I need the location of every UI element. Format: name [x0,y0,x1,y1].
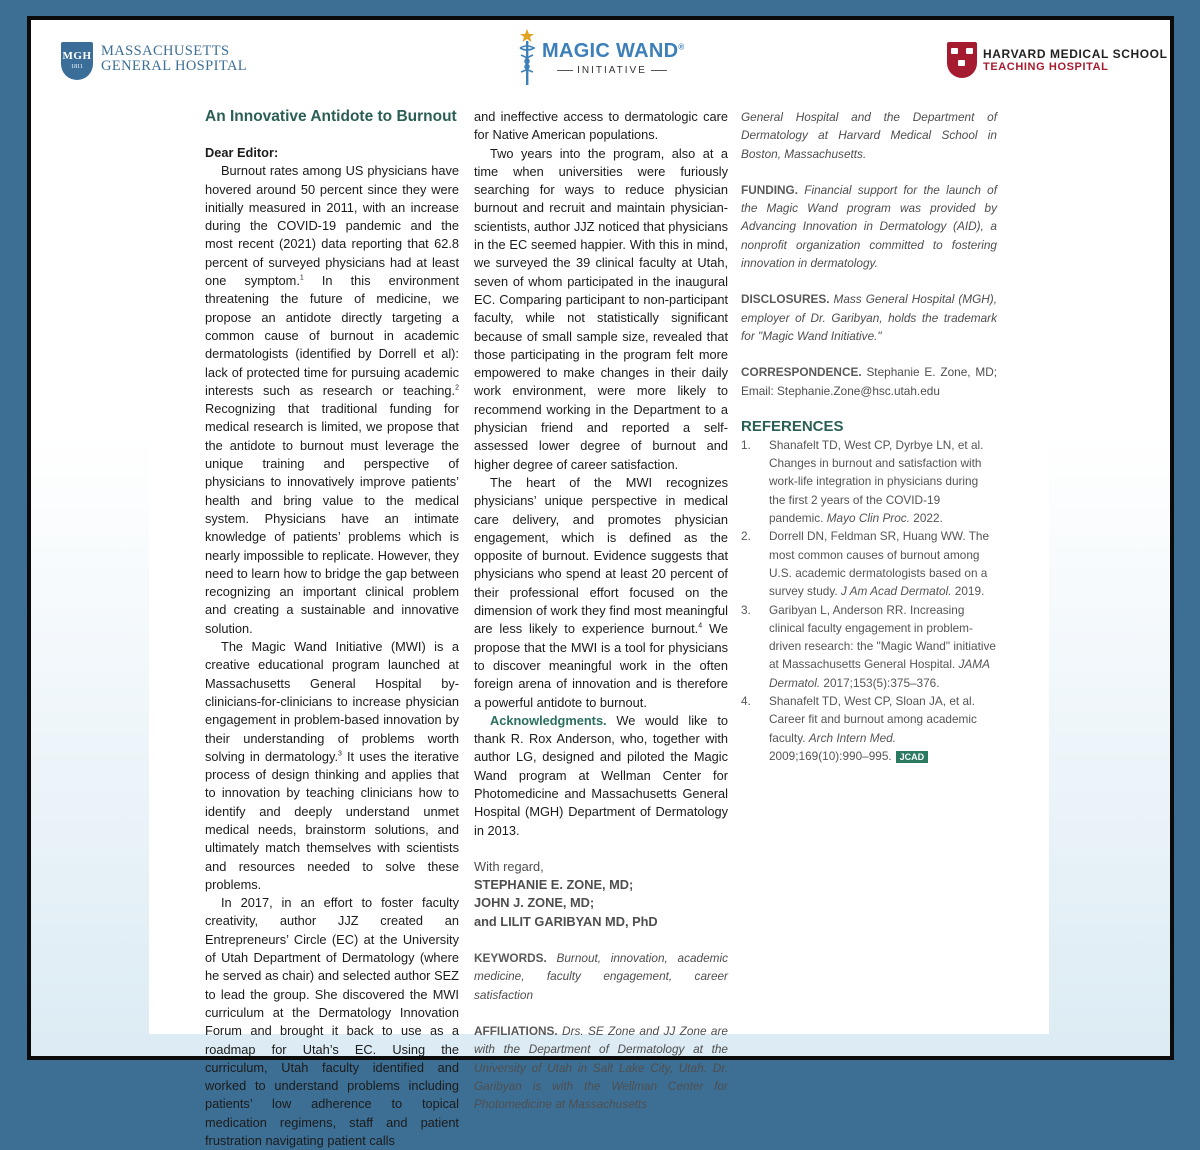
mw-subtitle: INITIATIVE [542,65,682,76]
references-heading: REFERENCES [741,417,844,435]
jcad-badge: JCAD [896,751,929,763]
paragraph-4: Two years into the program, also at a time when universities were furiously searching for ways to reduce physician burnout and recruit and maintain physician-scientists, author JJZ noticed that physicians in the EC seemed happier. With this in mind, we surveyed the 39 clinical faculty at Utah, seven of whom participated in the inaugural EC. Comparing participant to non-participant faculty, while not statistically significant because of small sample size, revealed that those participating in the program felt more empowered to make changes in their daily work environment, were more likely to recommend working in the Department to a physician friend and reported a self-assessed lower degree of burnout and higher degree of career satisfaction. [474,145,728,472]
mgh-abbr: MGH [62,50,92,62]
harvard-shield-icon [947,42,977,78]
mgh-name [101,44,247,74]
reference-item: 1. Shanafelt TD, West CP, Dyrbye LN, et al. Changes in burnout and satisfaction with work-life integration in physicians during the first 2 years of the COVID-19 pandemic. Mayo Clin Proc. 2022. [741,437,984,526]
author-1: STEPHANIE E. ZONE, MD; [474,877,634,893]
paragraph-3: In 2017, in an effort to foster faculty creativity, author JJZ created an Entrepreneurs’ Circle (EC) at the University of Utah Department of Dermatology (where he served as chair) and selected author SEZ to lead the group. She discovered the MWI curriculum at the Dermatology Innovation Forum and brought it back to use as a roadmap for Utah’s EC. Using the curriculum, Utah faculty identified and worked to understand problems including patients’ low adherence to topical medication regimens, staff and patient frustration navigating patient calls [205,895,459,1149]
column-2 [474,108,728,1113]
mgh-line2: GENERAL HOSPITAL [101,58,248,74]
salutation: Dear Editor: [205,145,279,160]
hms-subtitle: TEACHING HOSPITAL [983,61,1109,73]
reference-item: 2. Dorrell DN, Feldman SR, Huang WW. The most common causes of burnout among U.S. academic dermatologists based on a survey study. J Am Acad Dermatol. 2019. [741,529,990,599]
funding: FUNDING. Financial support for the launch of the Magic Wand program was provided by Advancing Innovation in Dermatology (AID), a nonprofit organization committed to fostering innovation in dermatology. [741,182,997,271]
author-3: and LILIT GARIBYAN MD, PhD [474,913,658,929]
reference-item: 4. Shanafelt TD, West CP, Sloan JA, et al. Career fit and burnout among academic faculty. Arch Intern Med. 2009;169(10):990–995. JCAD [741,694,977,763]
affiliations-continued: General Hospital and the Department of Dermatology at Harvard Medical School in Boston, Massachusetts. [741,110,997,161]
affiliations: AFFILIATIONS. Drs. SE Zone and JJ Zone are with the Department of Dermatology at the University of Utah in Salt Lake City, Utah. Dr. Garibyan is with the Wellman Center for Photomedicine at Massachusetts [474,1023,728,1112]
disclosures: DISCLOSURES. Mass General Hospital (MGH), employer of Dr. Garibyan, holds the trademark for "Magic Wand Initiative." [741,292,997,343]
mgh-line1: MASSACHUSETTS [101,43,230,59]
acknowledgments: Acknowledgments. We would like to thank R. Rox Anderson, who, together with author LG, designed and piloted the Magic Wand program at Wellman Center for Photomedicine and Massachusetts General Hospital (MGH) Department of Dermatology in 2013. [474,712,728,838]
magic-wand-logo [516,28,696,88]
column-3 [741,108,997,765]
caduceus-wand-icon [516,28,538,86]
paragraph-5: The heart of the MWI recognizes physicians’ unique perspective in medical care delivery, and promotes physician engagement, which is defined as the opposite of burnout. Evidence suggests that physicians who spend at least 20 percent of their professional effort focused on the dimension of work they find most meaningful are less likely to experience burnout.$^4$ We propose that the MWI is a tool for physicians to discover meaningful work in the often foreign arena of innovation and is therefore a powerful antidote to burnout. [474,474,728,710]
paragraph-2: The Magic Wand Initiative (MWI) is a creative educational program launched at Massachusetts General Hospital by-clinicians-for-clinicians to increase physician engagement in problem-based innovation by their understanding of problems worth solving in dermatology.$^3$ It uses the iterative process of design thinking and applies that to innovation by teaching clinicians how to identify and deeply understand unmet medical needs, brainstorm solutions, and ultimately match themselves with scientists and resources needed to solve these problems. [205,639,459,892]
regards: With regard, [474,858,544,874]
mgh-shield-icon [61,42,93,80]
article-title: An Innovative Antidote to Burnout [205,108,457,125]
reference-item: 3. Garibyan L, Anderson RR. Increasing clinical faculty engagement in problem-driven research: the "Magic Wand" initiative at Massachusetts General Hospital. JAMA Dermatol. 2017;153(5):375–376. [741,602,996,690]
article-page [149,98,1049,1149]
correspondence: CORRESPONDENCE. Stephanie E. Zone, MD; Email: Stephanie.Zone@hsc.utah.edu [741,365,997,398]
paragraph-3-continued: and ineffective access to dermatologic care for Native American populations. [474,109,728,143]
keywords: KEYWORDS. Burnout, innovation, academic medicine, faculty engagement, career satisfaction [474,951,728,1002]
mw-title: MAGIC WAND® [542,40,685,62]
column-1 [205,108,459,1150]
mgh-year: 1811 [71,64,83,70]
hms-name: HARVARD MEDICAL SCHOOL [983,47,1168,61]
paragraph-1: Burnout rates among US physicians have hovered around 50 percent since they were initially measured in 2011, with an increase during the COVID-19 pandemic and the most recent (2021) data reporting that 62.8 percent of surveyed physicians had at least one symptom.$^1$ In this environment threatening the future of medicine, we propose an antidote directly targeting a common cause of burnout in academic dermatologists (identified by Dorrell et al): lack of protected time for pursuing academic interests such as research or teaching.$^2$ Recognizing that traditional funding for medical research is limited, we propose that the antidote to burnout must leverage the unique training and perspective of physicians to innovatively improve patients’ health and bring value to the medical system. Physicians have an intimate knowledge of patients’ problems which is nearly impossible to replicate. However, they need to learn how to bridge the gap between recognizing an important clinical problem and creating a sustainable and innovative solution. [205,163,459,636]
author-2: JOHN J. ZONE, MD; [474,895,595,911]
image-frame [27,16,1174,1149]
